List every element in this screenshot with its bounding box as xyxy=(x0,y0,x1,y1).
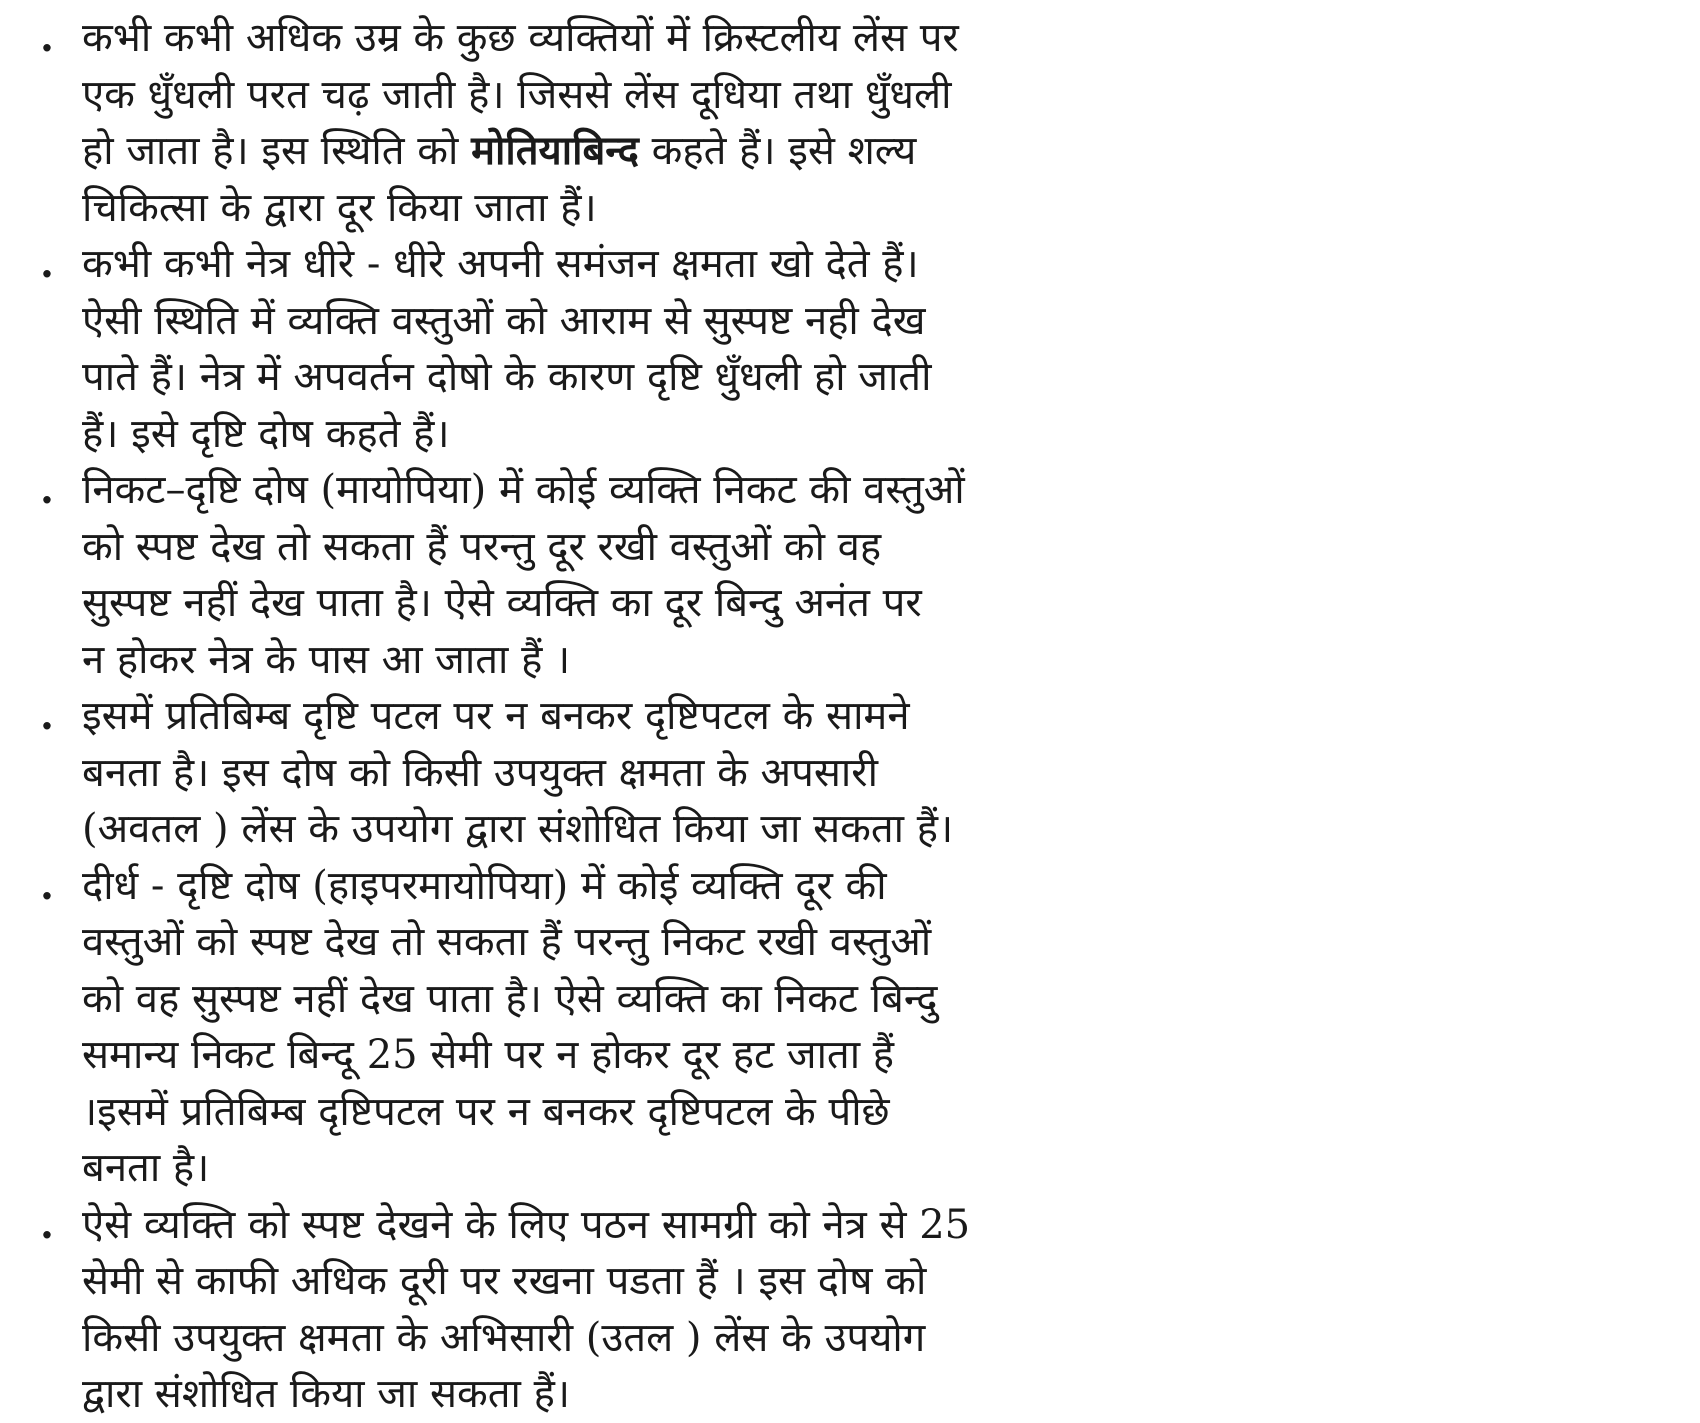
text-line: कभी कभी अधिक उम्र के कुछ व्यक्तियों में क्रिस्टलीय लेंस पर xyxy=(82,15,959,61)
text-line: ।इसमें प्रतिबिम्ब दृष्टिपटल पर न बनकर दृष्टिपटल के पीछे xyxy=(82,1088,890,1135)
text-line: एक धुँधली परत चढ़ जाती है। जिससे लेंस दूधिया तथा धुँधली xyxy=(82,71,952,118)
bullet-item-myopia xyxy=(30,462,1160,688)
text-line: सेमी से काफी अधिक दूरी पर रखना पडता हैं । इस दोष को xyxy=(82,1258,927,1304)
text-line: को वह सुस्पष्ट नहीं देख पाता है। ऐसे व्यक्ति का निकट बिन्दु xyxy=(82,975,938,1022)
bullet-item-hypermetropia-correction xyxy=(30,1197,1160,1423)
text-line: कभी कभी नेत्र धीरे - धीरे अपनी समंजन क्षमता खो देते हैं। xyxy=(82,241,919,287)
text-line: बनता है। इस दोष को किसी उपयुक्त क्षमता के अपसारी xyxy=(82,749,878,796)
bullet-dot: . xyxy=(40,240,54,287)
text-line: किसी उपयुक्त क्षमता के अभिसारी (उतल ) लेंस के उपयोग xyxy=(82,1314,926,1361)
text-line: समान्य निकट बिन्दू 25 सेमी पर न होकर दूर हट जाता हैं xyxy=(82,1032,895,1078)
text-line: (अवतल ) लेंस के उपयोग द्वारा संशोधित किया जा सकता हैं। xyxy=(82,806,954,852)
text-line: द्वारा संशोधित किया जा सकता हैं। xyxy=(82,1371,571,1417)
text-line: को स्पष्ट देख तो सकता हैं परन्तु दूर रखी वस्तुओं को वह xyxy=(82,523,882,570)
text-line: बनता है। xyxy=(82,1145,210,1191)
bullet-dot: . xyxy=(40,692,54,739)
text-line: ऐसी स्थिति में व्यक्ति वस्तुओं को आराम से सुस्पष्ट नही देख xyxy=(82,297,926,344)
document-page xyxy=(30,10,1160,1423)
bold-term-cataract: मोतियाबिन्द xyxy=(471,127,639,174)
bullet-dot: . xyxy=(40,861,54,909)
text-line: ऐसे व्यक्ति को स्पष्ट देखने के लिए पठन सामग्री को नेत्र से 25 xyxy=(82,1201,971,1248)
text-line: चिकित्सा के द्वारा दूर किया जाता हैं। xyxy=(82,184,597,231)
text-line: न होकर नेत्र के पास आ जाता हैं । xyxy=(82,636,571,683)
text-line: सुस्पष्ट नहीं देख पाता है। ऐसे व्यक्ति का दूर बिन्दु अनंत पर xyxy=(82,580,922,626)
text-line: हैं। इसे दृष्टि दोष कहते हैं। xyxy=(82,410,450,457)
text-segment: कहते हैं। इसे शल्य xyxy=(638,128,917,174)
text-line: पाते हैं। नेत्र में अपवर्तन दोषो के कारण दृष्टि धुँधली हो जाती xyxy=(82,354,932,400)
bullet-dot: . xyxy=(40,466,54,513)
bullet-item-cataract xyxy=(30,10,1160,236)
bullet-item-myopia-correction xyxy=(30,688,1160,858)
text-line: दीर्ध - दृष्टि दोष (हाइपरमायोपिया) में कोई व्यक्ति दूर की xyxy=(82,862,887,909)
bullet-item-vision-defect xyxy=(30,236,1160,462)
text-segment: हो जाता है। इस स्थिति को xyxy=(82,128,472,174)
text-line: इसमें प्रतिबिम्ब दृष्टि पटल पर न बनकर दृष्टिपटल के सामने xyxy=(82,693,910,739)
bullet-item-hypermetropia xyxy=(30,858,1160,1197)
bullet-dot: . xyxy=(40,14,54,61)
text-line-with-bold-term xyxy=(82,123,1160,180)
text-line: वस्तुओं को स्पष्ट देख तो सकता हैं परन्तु निकट रखी वस्तुओं xyxy=(82,919,932,965)
text-line: निकट–दृष्टि दोष (मायोपिया) में कोई व्यक्ति निकट की वस्तुओं xyxy=(82,467,965,513)
bullet-dot: . xyxy=(40,1200,54,1248)
